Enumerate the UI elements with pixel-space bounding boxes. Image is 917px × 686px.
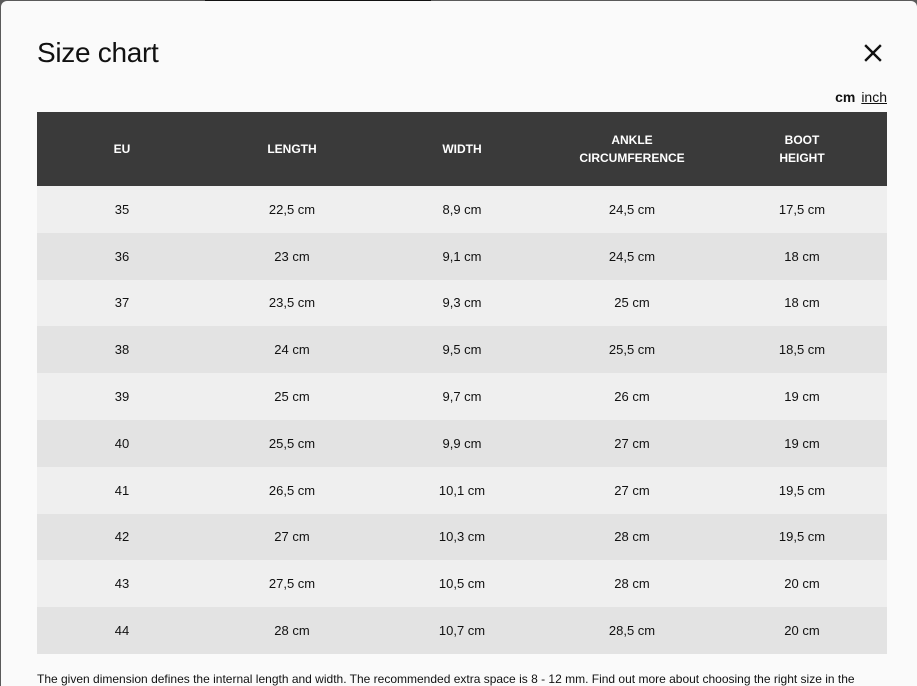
table-row: [37, 186, 887, 233]
cell-ankle: 24,5 cm: [547, 186, 717, 233]
cell-ankle: 28,5 cm: [547, 607, 717, 654]
cell-ankle: 25 cm: [547, 280, 717, 327]
cell-eu: 41: [37, 467, 207, 514]
table-row: [37, 233, 887, 280]
table-row: [37, 467, 887, 514]
header-ankle-circumference: ANKLE CIRCUMFERENCE: [547, 112, 717, 186]
cell-width: 9,1 cm: [377, 233, 547, 280]
cell-width: 9,9 cm: [377, 420, 547, 467]
header-length: LENGTH: [207, 112, 377, 186]
unit-cm[interactable]: cm: [835, 89, 856, 105]
size-table: [37, 112, 887, 654]
cell-boot-height: 17,5 cm: [717, 186, 887, 233]
cell-boot-height: 19,5 cm: [717, 467, 887, 514]
cell-ankle: 25,5 cm: [547, 326, 717, 373]
cell-ankle: 28 cm: [547, 514, 717, 561]
cell-boot-height: 19,5 cm: [717, 514, 887, 561]
cell-ankle: 26 cm: [547, 373, 717, 420]
table-row: [37, 373, 887, 420]
table-row: [37, 326, 887, 373]
cell-width: 8,9 cm: [377, 186, 547, 233]
cell-width: 9,5 cm: [377, 326, 547, 373]
cell-width: 10,3 cm: [377, 514, 547, 561]
header-boot-height: BOOT HEIGHT: [717, 112, 887, 186]
table-row: [37, 514, 887, 561]
header-width: WIDTH: [377, 112, 547, 186]
cell-eu: 44: [37, 607, 207, 654]
cell-length: 28 cm: [207, 607, 377, 654]
cell-length: 22,5 cm: [207, 186, 377, 233]
cell-length: 23 cm: [207, 233, 377, 280]
cell-length: 25,5 cm: [207, 420, 377, 467]
cell-eu: 38: [37, 326, 207, 373]
cell-length: 24 cm: [207, 326, 377, 373]
table-row: [37, 420, 887, 467]
table-row: [37, 560, 887, 607]
cell-boot-height: 20 cm: [717, 607, 887, 654]
cell-boot-height: 18 cm: [717, 233, 887, 280]
cell-length: 26,5 cm: [207, 467, 377, 514]
cell-eu: 39: [37, 373, 207, 420]
close-icon: [864, 44, 882, 62]
cell-eu: 40: [37, 420, 207, 467]
table-row: [37, 280, 887, 327]
cell-width: 10,1 cm: [377, 467, 547, 514]
cell-width: 9,7 cm: [377, 373, 547, 420]
unit-toggle: [835, 89, 887, 105]
modal-title: Size chart: [37, 37, 159, 68]
cell-width: 10,5 cm: [377, 560, 547, 607]
cell-eu: 42: [37, 514, 207, 561]
cell-length: 27 cm: [207, 514, 377, 561]
cell-length: 27,5 cm: [207, 560, 377, 607]
cell-ankle: 27 cm: [547, 420, 717, 467]
cell-ankle: 27 cm: [547, 467, 717, 514]
cell-ankle: 24,5 cm: [547, 233, 717, 280]
cell-boot-height: 20 cm: [717, 560, 887, 607]
cell-eu: 43: [37, 560, 207, 607]
cell-length: 23,5 cm: [207, 280, 377, 327]
size-chart-modal: [1, 1, 917, 686]
cell-ankle: 28 cm: [547, 560, 717, 607]
cell-boot-height: 18,5 cm: [717, 326, 887, 373]
cell-boot-height: 19 cm: [717, 420, 887, 467]
cell-eu: 37: [37, 280, 207, 327]
cell-eu: 36: [37, 233, 207, 280]
close-button[interactable]: [861, 41, 885, 65]
cell-length: 25 cm: [207, 373, 377, 420]
unit-inch[interactable]: inch: [861, 89, 887, 105]
cell-eu: 35: [37, 186, 207, 233]
header-eu: EU: [37, 112, 207, 186]
header-row: [37, 112, 887, 186]
cell-boot-height: 19 cm: [717, 373, 887, 420]
table-row: [37, 607, 887, 654]
size-footnote: The given dimension defines the internal length and width. The recommended extra space is 8 - 12 mm. Find out more about choosing the right size in the: [37, 672, 855, 686]
cell-boot-height: 18 cm: [717, 280, 887, 327]
cell-width: 10,7 cm: [377, 607, 547, 654]
cell-width: 9,3 cm: [377, 280, 547, 327]
